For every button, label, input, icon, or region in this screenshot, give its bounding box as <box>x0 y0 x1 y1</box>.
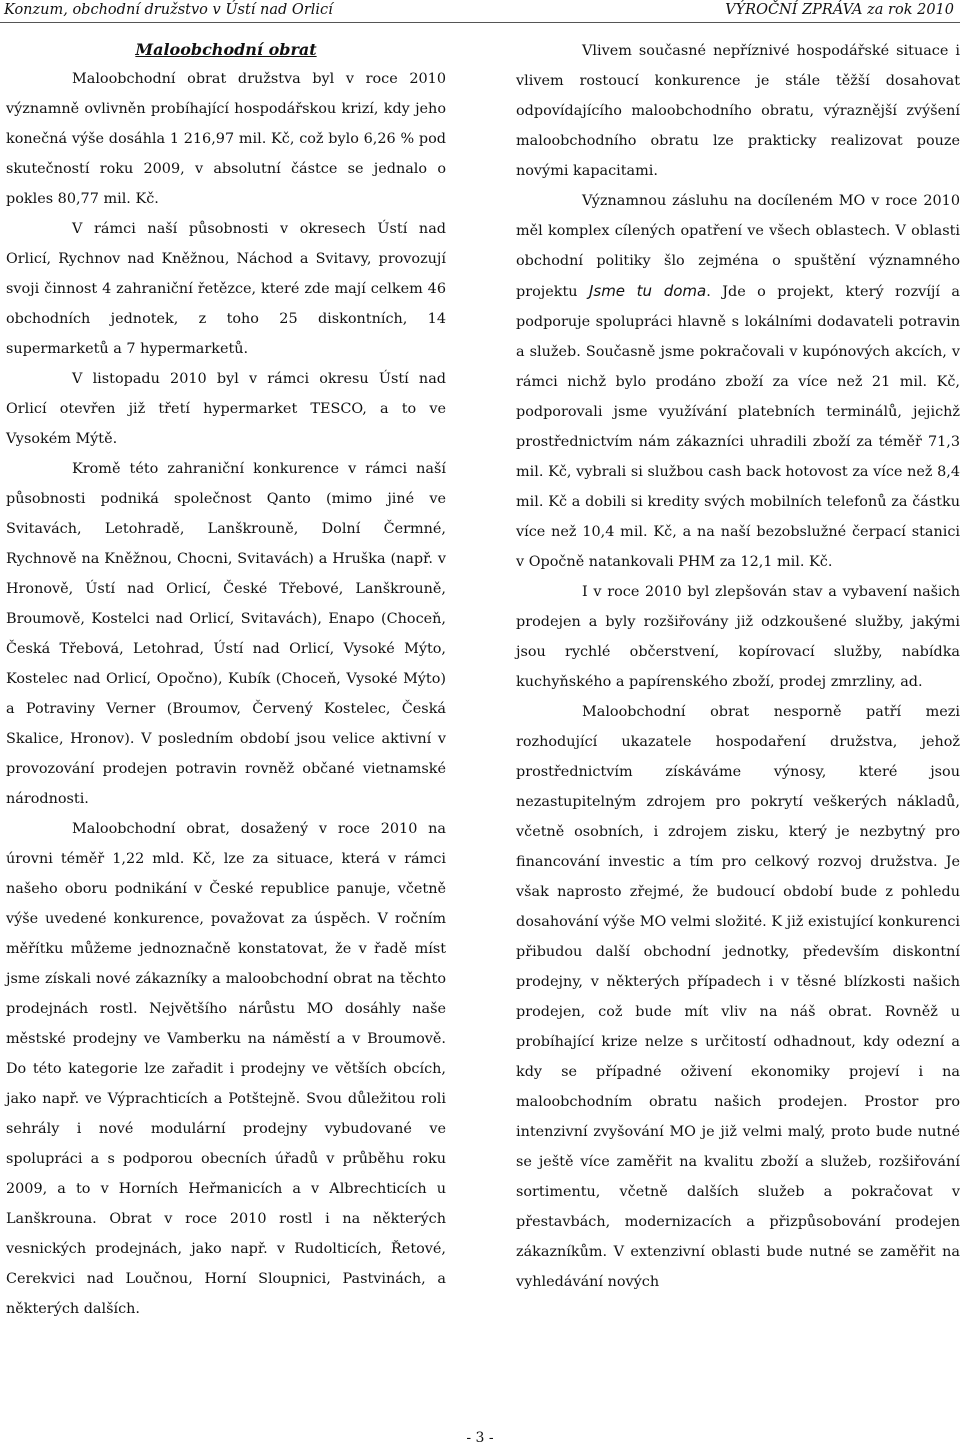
page-header <box>0 0 960 23</box>
measures-text-end: . Jde o projekt, který rozvíjí a podporuje spolupráci hlavně s lokálními dodavateli potravin a služeb. Současně jsme pokračovali v kupónových akcích, v rámci nichž bylo prodáno zboží za více než 21 mil. Kč, podporovali jsme využívání platebních terminálů, jejichž prostřednictvím nám zákazníci uhradili zboží za téměř 71,3 mil. Kč, vybrali si službou cash back hotovost za více než 8,4 mil. Kč a dobili si kredity svých mobilních telefonů za částku více než 10,4 mil. Kč, a na naší bezobslužné čerpací stanici v Opočně natankovali PHM za 12,1 mil. Kč. <box>516 284 960 570</box>
paragraph-turnover-success: Maloobchodní obrat, dosažený v roce 2010 na úrovni téměř 1,22 mld. Kč, lze za situace, která v rámci našeho oboru podnikání v České republice panuje, včetně výše uvedené konkurence, považovat za úspěch. V ročním měřítku můžeme jednoznačně konstatovat, že v řadě míst jsme získali nové zákazníky a maloobchodní obrat na těchto prodejnách rostl. Největšího nárůstu MO dosáhly naše městské prodejny ve Vamberku na náměstí a v Broumově. Do této kategorie lze zařadit i prodejny ve větších obcích, jako např. ve Výprachticích a Potštejně. Svou důležitou roli sehrály i nové modulární prodejny vybudované ve spolupráci a s podporou obecních úřadů v průběhu roku 2009, a to v Horních Heřmanicích a v Albrechticích u Lanškrouna. Obrat v roce 2010 rostl i na některých vesnických prodejnách, jako např. v Rudolticích, Řetové, Cerekvici nad Loučnou, Horní Sloupnici, Pastvinách, a některých dalších. <box>6 821 446 1317</box>
right-column <box>516 36 960 1297</box>
paragraph-measures <box>516 186 960 577</box>
header-report-title: VÝROČNÍ ZPRÁVA za rok 2010 <box>725 2 954 18</box>
left-column <box>6 36 446 1324</box>
paragraph-store-improvements: I v roce 2010 byl zlepšován stav a vybavení našich prodejen a byly rozšiřovány již odzkoušené služby, jakými jsou rychlé občerstvení, kopírovací služby, nabídka kuchyňského a papírenského zboží, prodej zmrzliny, ad. <box>516 584 960 690</box>
paragraph-foreign-chains: V rámci naší působnosti v okresech Ústí nad Orlicí, Rychnov nad Kněžnou, Náchod a Svitavy, provozují svoji činnost 4 zahraniční řetězce, které zde mají celkem 46 obchodních jednotek, z toho 25 diskontních, 14 supermarketů a 7 hypermarketů. <box>6 221 446 357</box>
paragraph-turnover-summary: Maloobchodní obrat družstva byl v roce 2010 významně ovlivněn probíhající hospodářskou krizí, kdy jeho konečná výše dosáhla 1 216,97 mil. Kč, což bylo 6,26 % pod skutečností roku 2009, v absolutní částce se jednalo o pokles 80,77 mil. Kč. <box>6 71 446 207</box>
paragraph-outlook: Maloobchodní obrat nesporně patří mezi rozhodující ukazatele hospodaření družstva, jehož prostřednictvím získáváme výnosy, které jsou nezastupitelným zdrojem pro pokrytí veškerých nákladů, včetně osobních, i zdrojem zisku, který je nezbytný pro financování investic a tím pro celkový rozvoj družstva. Je však naprosto zřejmé, že budoucí období bude z pohledu dosahování výše MO velmi složité. K již existující konkurenci přibudou další obchodní jednotky, především diskontní prodejny, v některých případech i v těsné blízkosti našich prodejen, což bude mít vliv na náš obrat. Rovněž u probíhající krize nelze s určitostí odhadnout, kdy odezní a kdy se případné oživení ekonomiky projeví i na maloobchodním obratu našich prodejen. Prostor pro intenzivní zvyšování MO je již velmi malý, proto bude nutné se ještě více zaměřit na kvalitu zboží a služeb, rozšiřování sortimentu, včetně dalších služeb a pokračovat v přestavbách, modernizacích a přizpůsobování prodejen zákazníkům. V extenzivní oblasti bude nutné se zaměřit na vyhledávání nových <box>516 704 960 1290</box>
header-organization: Konzum, obchodní družstvo v Ústí nad Orlicí <box>4 2 333 18</box>
project-name: Jsme tu doma <box>588 282 707 300</box>
paragraph-tesco-opening: V listopadu 2010 byl v rámci okresu Ústí nad Orlicí otevřen již třetí hypermarket TESCO, a to ve Vysokém Mýtě. <box>6 371 446 447</box>
page-number: - 3 - <box>466 1430 494 1446</box>
measures-text-start: Významnou zásluhu na docíleném MO v roce 2010 měl komplex cílených opatření ve všech oblastech. V oblasti obchodní politiky šlo zejména o spuštění významného projektu <box>516 193 960 300</box>
paragraph-local-competition: Kromě této zahraniční konkurence v rámci naší působnosti podniká společnost Qanto (mimo jiné ve Svitavách, Letohradě, Lanškrouně, Dolní Čermné, Rychnově na Kněžnou, Chocni, Svitavách) a Hruška (např. v Hronově, Ústí nad Orlicí, České Třebové, Lanškrouně, Broumově, Kostelci nad Orlicí, Svitavách), Enapo (Choceň, Česká Třebová, Letohrad, Ústí nad Orlicí, Vysoké Mýto, Kostelec nad Orlicí, Opočno), Kubík (Choceň, Vysoké Mýto) a Potraviny Verner (Broumov, Červený Kostelec, Česká Skalice, Hronov). V posledním období jsou velice aktivní v provozování prodejen potravin rovněž občané vietnamské národnosti. <box>6 461 446 807</box>
section-title: Maloobchodní obrat <box>135 40 317 59</box>
paragraph-economic-situation: Vlivem současné nepříznivé hospodářské situace i vlivem rostoucí konkurence je stále těžší dosahovat odpovídajícího maloobchodního obratu, výraznější zvýšení maloobchodního obratu lze prakticky realizovat pouze novými kapacitami. <box>516 43 960 179</box>
